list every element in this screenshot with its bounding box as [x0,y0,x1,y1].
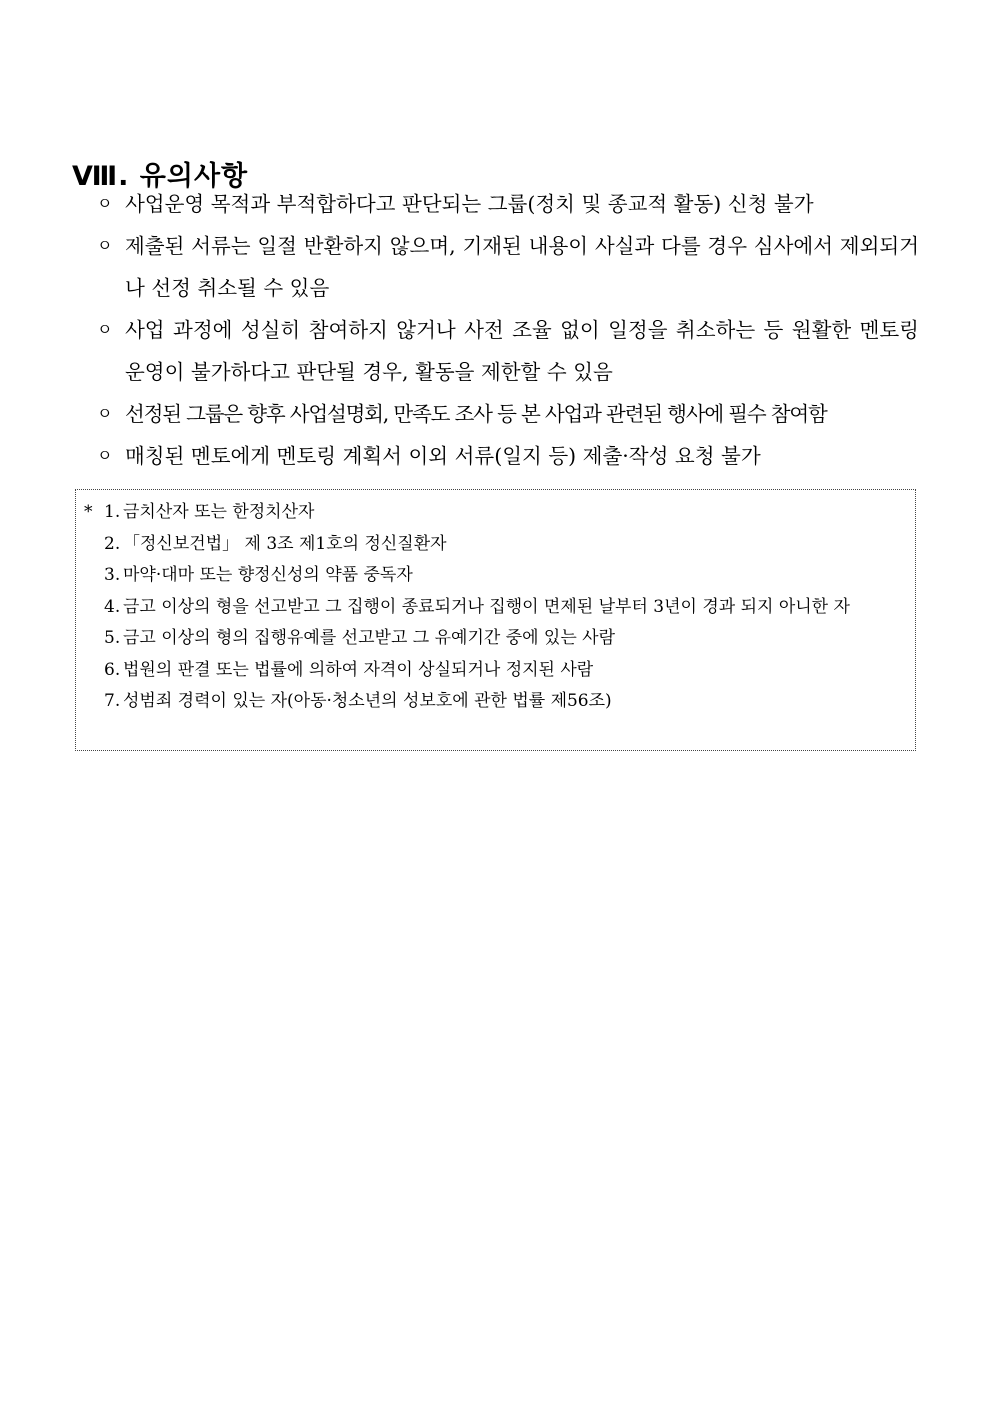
note-item [76,623,906,655]
note-number: 1. [104,502,121,522]
notice-item [97,309,919,393]
note-text: 성범죄 경력이 있는 자(아동·청소년의 성보호에 관한 법률 제56조) [123,691,612,711]
note-text: 금치산자 또는 한정치산자 [123,502,315,522]
note-item [76,686,906,718]
disqualification-note-box [75,489,916,751]
note-item [76,529,906,561]
note-item [76,592,906,624]
notice-list [97,183,919,477]
note-text: 금고 이상의 형을 선고받고 그 집행이 종료되거나 집행이 면제된 날부터 3년이 경과 되지 아니한 자 [123,596,850,617]
note-number: 4. [104,596,121,617]
section-title: Ⅷ. 유의사항 [72,161,249,193]
bullet-circle-icon: ㅇ [97,194,113,213]
notice-text: 매칭된 멘토에게 멘토링 계획서 이외 서류(일지 등) 제출·작성 요청 불가 [125,444,761,468]
note-text: 마약·대마 또는 향정신성의 약품 중독자 [123,565,413,585]
note-number: 2. [104,533,121,554]
note-text: 법원의 판결 또는 법률에 의하여 자격이 상실되거나 정지된 사람 [123,659,594,680]
note-number: 6. [104,659,121,680]
bullet-circle-icon: ㅇ [97,236,113,255]
notice-text: 사업 과정에 성실히 참여하지 않거나 사전 조율 없이 일정을 취소하는 등 원활한 멘토링 운영이 불가하다고 판단될 경우, 활동을 제한할 수 있음 [125,318,919,384]
note-number: 3. [104,565,121,585]
notice-item [97,225,919,309]
disqualification-list [76,497,906,718]
notice-text: 사업운영 목적과 부적합하다고 판단되는 그룹(정치 및 종교적 활동) 신청 불가 [125,192,814,216]
notice-text: 선정된 그룹은 향후 사업설명회, 만족도 조사 등 본 사업과 관련된 행사에 필수 참여함 [125,402,827,426]
notice-item [97,435,919,477]
bullet-circle-icon: ㅇ [97,404,112,423]
note-number: 7. [104,691,121,711]
notice-item [97,183,919,225]
note-number: 5. [104,628,121,648]
note-text: 금고 이상의 형의 집행유예를 선고받고 그 유예기간 중에 있는 사람 [123,628,616,648]
note-asterisk: * [84,502,93,522]
note-text: 「정신보건법」 제 3조 제1호의 정신질환자 [123,533,447,554]
note-item [76,560,906,592]
notice-item [97,393,919,435]
note-item [76,655,906,687]
bullet-circle-icon: ㅇ [97,320,113,339]
bullet-circle-icon: ㅇ [97,446,113,465]
notice-text: 제출된 서류는 일절 반환하지 않으며, 기재된 내용이 사실과 다를 경우 심사에서 제외되거나 선정 취소될 수 있음 [125,234,919,300]
note-item [76,497,906,529]
